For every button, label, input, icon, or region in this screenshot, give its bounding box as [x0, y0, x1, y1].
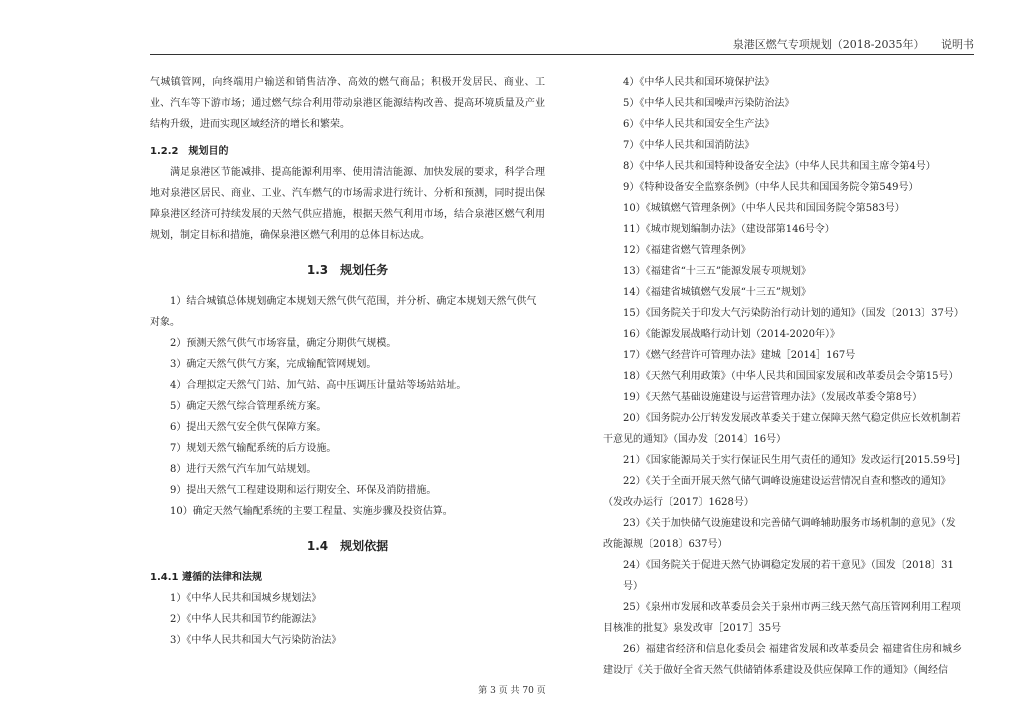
page-footer: 第 3 页 共 70 页 — [478, 686, 546, 696]
task-item: 4）合理拟定天然气门站、加气站、高中压调压计量站等场站站址。 — [170, 380, 467, 391]
law-item: 8）《中华人民共和国特种设备安全法》（中华人民共和国主席令第4号） — [623, 161, 936, 172]
task-item: 8）进行天然气汽车加气站规划。 — [170, 464, 317, 475]
law-item: 26）福建省经济和信息化委员会 福建省发展和改革委员会 福建省住房和城乡建设厅《关于做好全省天然气供储销体系建设及供应保障工作的通知》（闽经信 — [603, 644, 963, 676]
task-item: 7）规划天然气输配系统的后方设施。 — [170, 443, 337, 454]
right-column — [603, 72, 965, 681]
page-header — [150, 34, 974, 55]
law-item: 1）《中华人民共和国城乡规划法》 — [170, 593, 322, 604]
law-item: 12）《福建省燃气管理条例》 — [623, 245, 751, 256]
task-item: 9）提出天然气工程建设期和运行期安全、环保及消防措施。 — [170, 485, 437, 496]
law-item: 18）《天然气利用政策》（中华人民共和国国家发展和改革委员会令第15号） — [623, 371, 959, 382]
subsection-1-4-1-heading: 1.4.1 遵循的法律和法规 — [150, 572, 262, 583]
law-item: 13）《福建省“十三五”能源发展专项规划》 — [623, 266, 811, 277]
task-item: 6）提出天然气安全供气保障方案。 — [170, 422, 327, 433]
law-item: 24）《国务院关于促进天然气协调稳定发展的若干意见》（国发〔2018〕31号） — [623, 560, 954, 592]
law-item: 22）《关于全面开展天然气储气调峰设施建设运营情况自查和整改的通知》（发改办运行〔2017〕1628号） — [603, 476, 951, 508]
law-item: 25）《泉州市发展和改革委员会关于泉州市两三线天然气高压管网利用工程项目核准的批复》泉发改审［2017］35号 — [603, 602, 961, 634]
law-item: 21）《国家能源局关于实行保证民生用气责任的通知》发改运行[2015.59号] — [623, 455, 960, 466]
intro-paragraph: 气城镇管网，向终端用户输送和销售洁净、高效的燃气商品；积极开发居民、商业、工业、汽车等下游市场；通过燃气综合利用带动泉港区能源结构改善、提高环境质量及产业结构升级，进而实现区域经济的增长和繁荣。 — [150, 77, 545, 130]
section-1-3-heading: 1.3 规划任务 — [306, 263, 389, 277]
law-item: 19）《天然气基础设施建设与运营管理办法》（发展改革委令第8号） — [623, 392, 923, 403]
subsection-1-2-2-heading: 1.2.2 规划目的 — [150, 146, 229, 157]
law-item: 10）《城镇燃气管理条例》（中华人民共和国国务院令第583号） — [623, 203, 905, 214]
law-item: 2）《中华人民共和国节约能源法》 — [170, 614, 322, 625]
law-list-left — [150, 588, 545, 651]
law-item: 17）《燃气经营许可管理办法》建城［2014］167号 — [623, 350, 856, 361]
section-1-4-heading: 1.4 规划依据 — [306, 539, 389, 553]
law-item: 9）《特种设备安全监察条例》（中华人民共和国国务院令第549号） — [623, 182, 919, 193]
purpose-paragraph: 满足泉港区节能减排、提高能源利用率、使用清洁能源、加快发展的要求，科学合理地对泉港区居民、商业、工业、汽车燃气的市场需求进行统计、分析和预测，同时提出保障泉港区经济可持续发展的天然气供应措施，根据天然气利用市场，结合泉港区燃气利用规划，制定目标和措施，确保泉港区燃气利用的总体目标达成。 — [150, 167, 545, 241]
law-item: 4）《中华人民共和国环境保护法》 — [623, 77, 775, 88]
law-item: 3）《中华人民共和国大气污染防治法》 — [170, 635, 342, 646]
left-column — [150, 72, 545, 651]
law-item: 16）《能源发展战略行动计划（2014-2020年）》 — [623, 329, 841, 340]
law-item: 23）《关于加快储气设施建设和完善储气调峰辅助服务市场机制的意见》（发改能源规〔2018〕637号） — [603, 518, 956, 550]
law-item: 14）《福建省城镇燃气发展“十三五”规划》 — [623, 287, 811, 298]
law-item: 11）《城市规划编制办法》（建设部第146号令） — [623, 224, 835, 235]
law-item: 7）《中华人民共和国消防法》 — [623, 140, 755, 151]
law-item: 20）《国务院办公厅转发发展改革委关于建立保障天然气稳定供应长效机制若干意见的通知》（国办发〔2014〕16号） — [603, 413, 961, 445]
task-item: 5）确定天然气综合管理系统方案。 — [170, 401, 327, 412]
law-item: 15）《国务院关于印发大气污染防治行动计划的通知》（国发〔2013〕37号） — [623, 308, 964, 319]
law-item: 6）《中华人民共和国安全生产法》 — [623, 119, 775, 130]
header-title: 泉港区燃气专项规划（2018-2035年） 说明书 — [732, 38, 974, 51]
task-item: 3）确定天然气供气方案，完成输配管网规划。 — [170, 359, 377, 370]
law-item: 5）《中华人民共和国噪声污染防治法》 — [623, 98, 795, 109]
task-item: 10）确定天然气输配系统的主要工程量、实施步骤及投资估算。 — [170, 506, 453, 517]
task-list — [150, 291, 545, 522]
task-item: 1）结合城镇总体规划确定本规划天然气供气范围，并分析、确定本规划天然气供气对象。 — [150, 296, 537, 328]
task-item: 2）预测天然气供气市场容量，确定分期供气规模。 — [170, 338, 397, 349]
